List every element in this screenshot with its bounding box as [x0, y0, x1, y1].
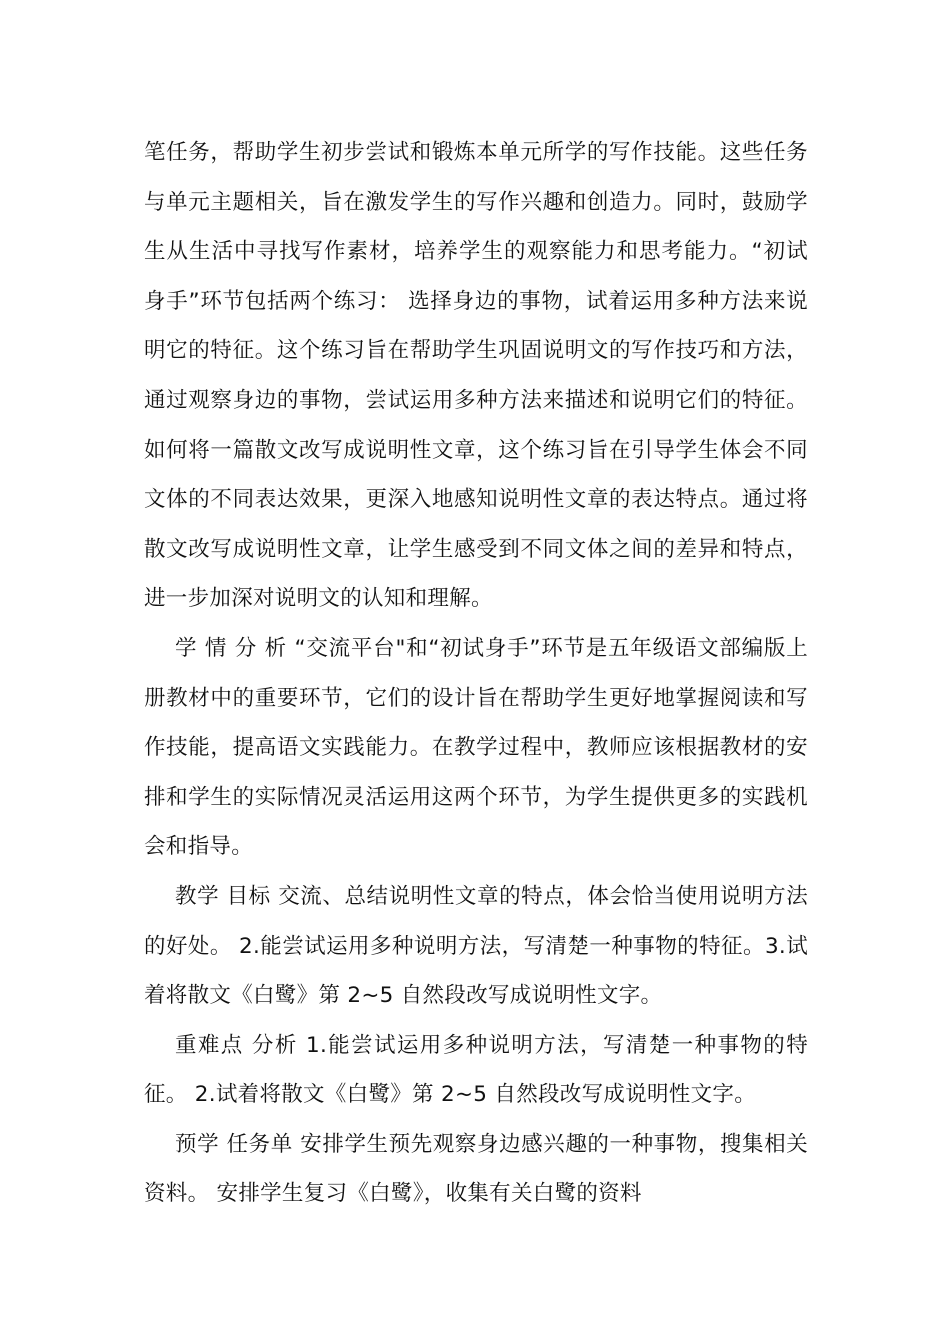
paragraph-key-difficulties: 重难点 分析 1.能尝试运用多种说明方法，写清楚一种事物的特征。 2.试着将散文《白鹭》第 2~5 自然段改写成说明性文字。 — [144, 1032, 808, 1108]
paragraph-learning-analysis: 学 情 分 析 “交流平台"和“初试身手”环节是五年级语文部编版上册教材中的重要环节，它们的设计旨在帮助学生更好地掌握阅读和写作技能，提高语文实践能力。在教学过程中，教师应该根据教材的安排和学生的实际情况灵活运用这两个环节，为学生提供更多的实践机会和指导。 — [144, 635, 808, 860]
document-body — [144, 128, 808, 1219]
paragraph-teaching-goals: 教学 目标 交流、总结说明性文章的特点，体会恰当使用说明方法的好处。 2.能尝试运用多种说明方法，写清楚一种事物的特征。3.试着将散文《白鹭》第 2~5 自然段改写成说明性文字。 — [144, 883, 808, 1009]
paragraph-preview-tasks: 预学 任务单 安排学生预先观察身边感兴趣的一种事物，搜集相关资料。 安排学生复习《白鹭》，收集有关白鹭的资料 — [144, 1131, 808, 1207]
paragraph-writing-task-intro: 笔任务，帮助学生初步尝试和锻炼本单元所学的写作技能。这些任务与单元主题相关，旨在激发学生的写作兴趣和创造力。同时，鼓励学生从生活中寻找写作素材，培养学生的观察能力和思考能力。“初试身手”环节包括两个练习： 选择身边的事物，试着运用多种方法来说明它的特征。这个练习旨在帮助学生巩固说明文的写作技巧和方法，通过观察身边的事物，尝试运用多种方法来描述和说明它们的特征。 如何将一篇散文改写成说明性文章，这个练习旨在引导学生体会不同文体的不同表达效果，更深入地感知说明性文章的表达特点。通过将散文改写成说明性文章，让学生感受到不同文体之间的差异和特点，进一步加深对说明文的认知和理解。 — [144, 140, 808, 612]
